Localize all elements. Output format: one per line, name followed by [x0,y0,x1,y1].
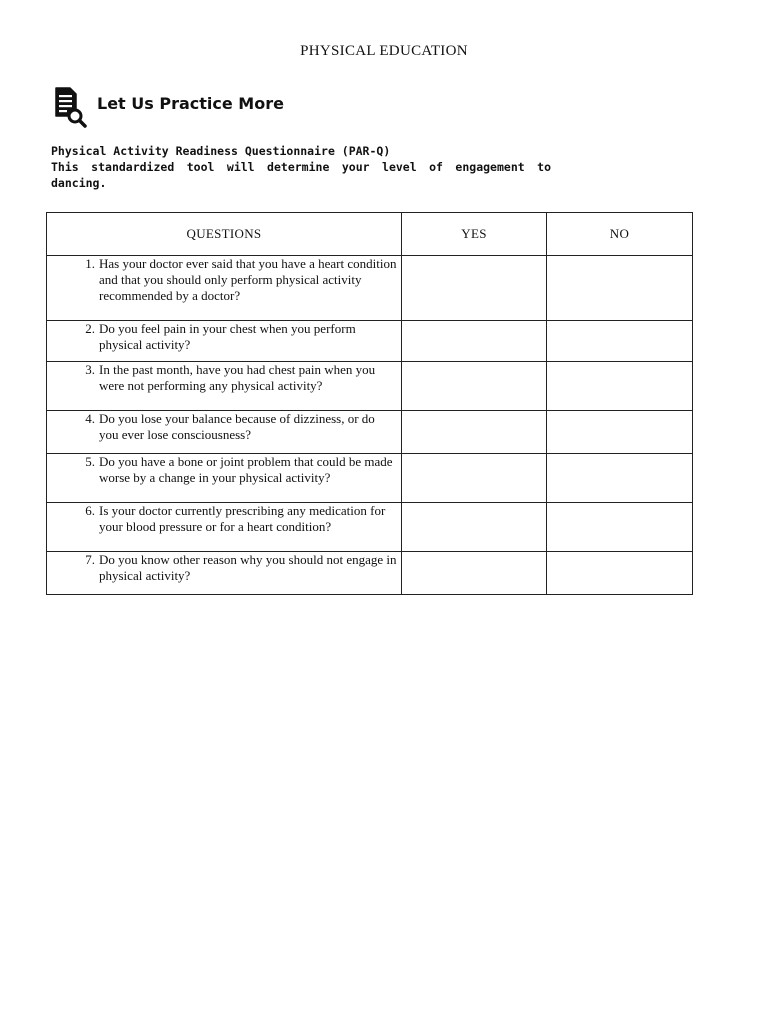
no-answer-cell[interactable] [547,256,693,321]
table-row [47,454,693,503]
question-number: 4. [85,411,95,426]
yes-answer-cell[interactable] [402,362,547,411]
no-answer-cell[interactable] [547,454,693,503]
section-title: Let Us Practice More [97,94,284,113]
no-answer-cell[interactable] [547,552,693,595]
question-number: 5. [85,454,95,469]
table-row [47,503,693,552]
question-text: Is your doctor currently prescribing any medication for your blood pressure or for a heart condition? [99,503,386,534]
table-header-row [47,213,693,256]
question-number: 1. [85,256,95,271]
table-row [47,321,693,362]
no-answer-cell[interactable] [547,321,693,362]
question-text: Do you have a bone or joint problem that could be made worse by a change in your physical activity? [99,454,393,485]
questionnaire-heading: Physical Activity Readiness Questionnaire (PAR-Q) [51,144,391,158]
yes-answer-cell[interactable] [402,321,547,362]
no-answer-cell[interactable] [547,362,693,411]
table-row [47,552,693,595]
question-cell [47,321,402,362]
table-row [47,362,693,411]
question-cell [47,454,402,503]
document-search-icon [50,86,90,128]
table-row [47,256,693,321]
question-number: 3. [85,362,95,377]
question-cell [47,256,402,321]
question-text: Do you feel pain in your chest when you perform physical activity? [99,321,356,352]
questionnaire-instruction: This standardized tool will determine your level of engagement to dancing. [51,160,551,190]
question-cell [47,362,402,411]
question-cell [47,552,402,595]
questions-column-header: QUESTIONS [47,213,402,256]
no-answer-cell[interactable] [547,503,693,552]
question-number: 2. [85,321,95,336]
yes-answer-cell[interactable] [402,256,547,321]
question-text: Do you know other reason why you should not engage in physical activity? [99,552,397,583]
question-number: 6. [85,503,95,518]
yes-answer-cell[interactable] [402,503,547,552]
parq-table [46,212,693,595]
yes-answer-cell[interactable] [402,552,547,595]
question-text: In the past month, have you had chest pain when you were not performing any physical activity? [99,362,376,393]
no-column-header: NO [547,213,693,256]
question-number: 7. [85,552,95,567]
question-cell [47,503,402,552]
no-answer-cell[interactable] [547,411,693,454]
page-header: PHYSICAL EDUCATION [300,43,468,59]
yes-column-header: YES [402,213,547,256]
yes-answer-cell[interactable] [402,454,547,503]
yes-answer-cell[interactable] [402,411,547,454]
question-cell [47,411,402,454]
question-text: Do you lose your balance because of dizziness, or do you ever lose consciousness? [99,411,375,442]
table-row [47,411,693,454]
question-text: Has your doctor ever said that you have a heart condition and that you should only perform physical activity recommended by a doctor? [99,256,397,303]
questionnaire-intro [51,143,551,191]
